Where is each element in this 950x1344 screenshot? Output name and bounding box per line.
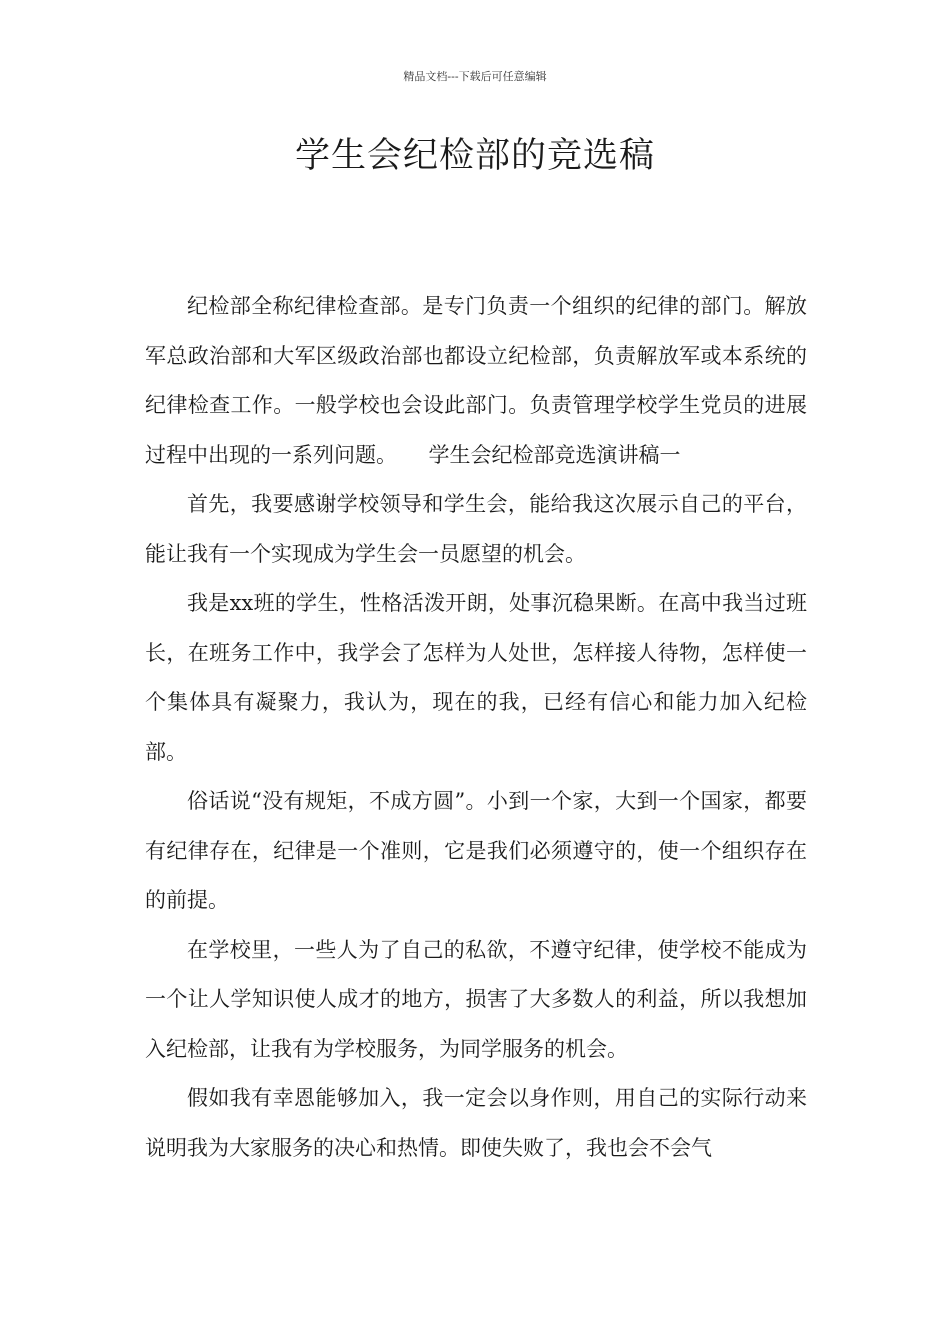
paragraph: 在学校里，一些人为了自己的私欲，不遵守纪律，使学校不能成为一个让人学知识使人成才的地方，损害了大多数人的利益，所以我想加入纪检部，让我有为学校服务，为同学服务的机会。 [145,937,807,1061]
document-title: 学生会纪检部的竞选稿 [294,136,655,176]
paragraph: 俗话说“没有规矩，不成方圆”。小到一个家，大到一个国家，都要有纪律存在，纪律是一个准则，它是我们必须遵守的，使一个组织存在的前提。 [145,789,807,912]
paragraph: 纪检部全称纪律检查部。是专门负责一个组织的纪律的部门。解放军总政治部和大军区级政治部也都设立纪检部，负责解放军或本系统的纪律检查工作。一般学校也会设此部门。负责管理学校学生党员的进展过程中出现的一系列问题。 学生会纪检部竞选演讲稿一 [145,294,807,467]
paragraph: 我是xx班的学生，性格活泼开朗，处事沉稳果断。在高中我当过班长，在班务工作中，我学会了怎样为人处世，怎样接人待物，怎样使一个集体具有凝聚力，我认为，现在的我，已经有信心和能力加入纪检部。 [145,591,807,764]
paragraph: 首先，我要感谢学校领导和学生会，能给我这次展示自己的平台，能让我有一个实现成为学生会一员愿望的机会。 [145,492,807,566]
paragraph: 假如我有幸恩能够加入，我一定会以身作则，用自己的实际行动来说明我为大家服务的决心和热情。即使失败了，我也会不会气 [145,1086,807,1160]
document-body [145,282,807,1173]
header-note: 精品文档---下载后可任意编辑 [403,70,547,83]
